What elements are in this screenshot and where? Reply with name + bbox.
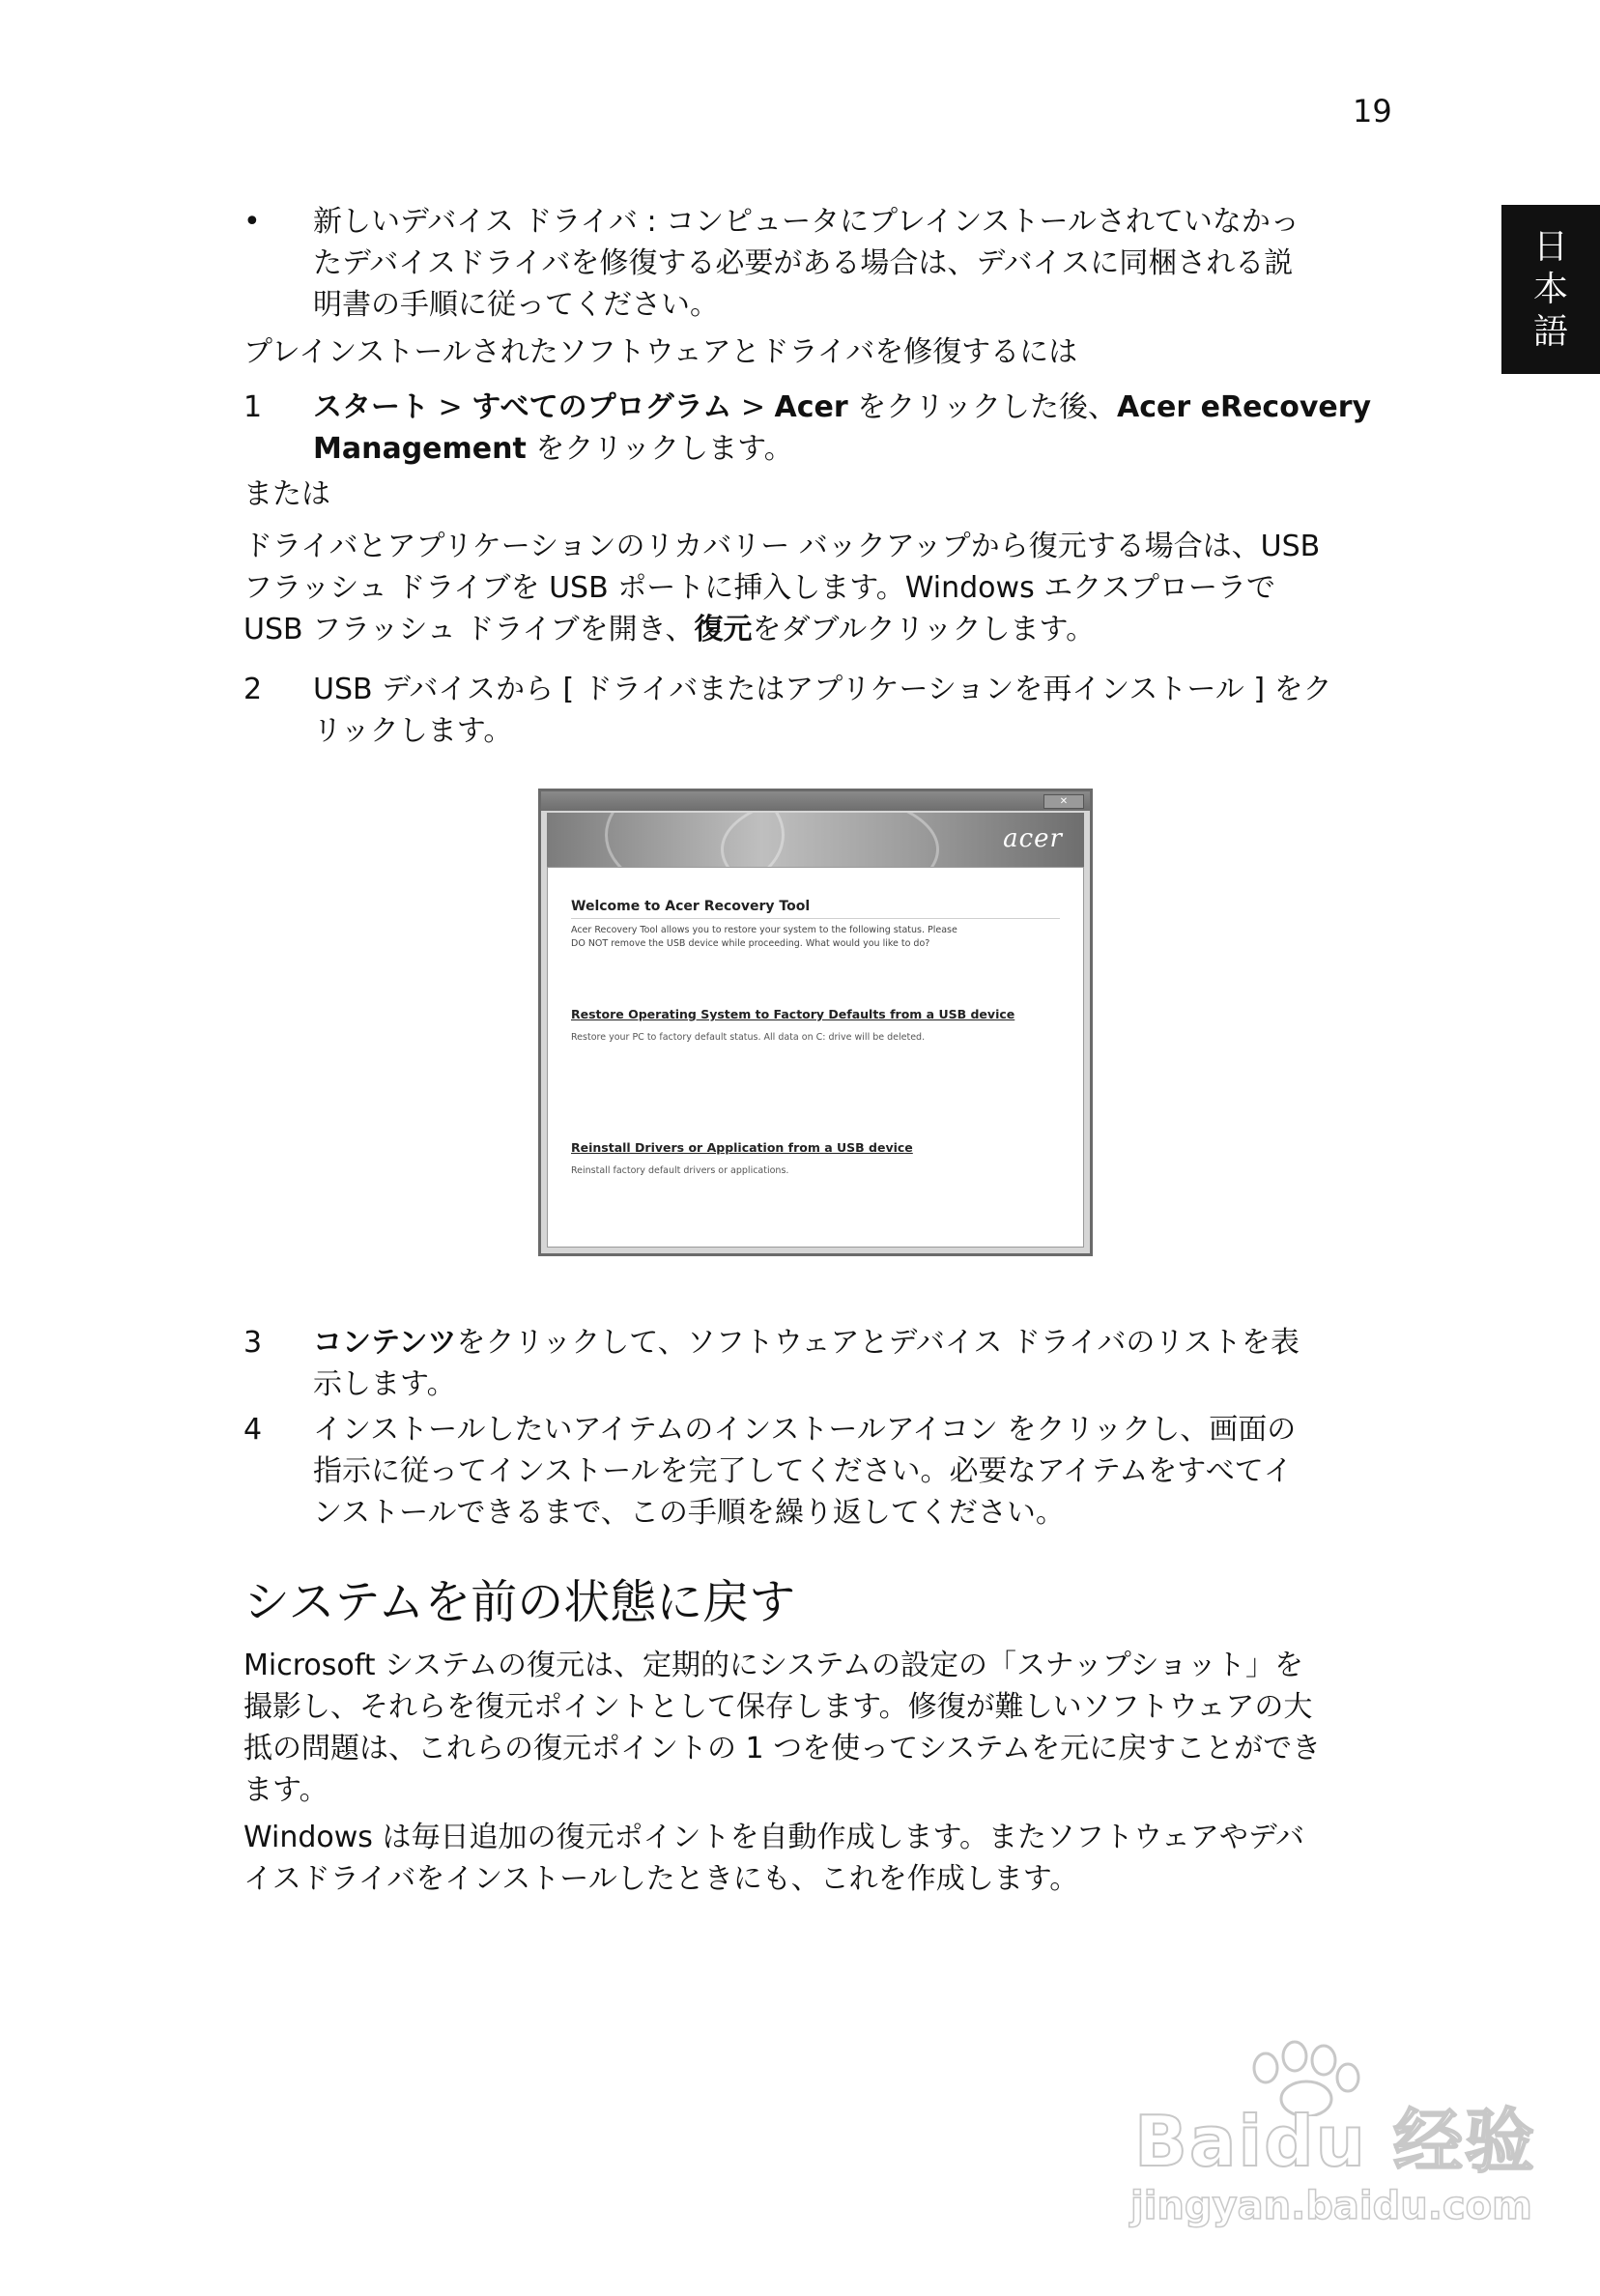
bullet-line: たデバイスドライバを修復する必要がある場合は、デバイスに同梱される説 xyxy=(313,246,1294,280)
paragraph-line: ます。 xyxy=(243,1773,329,1807)
step-number: 2 xyxy=(243,673,263,706)
language-tab-char: 日 xyxy=(1532,226,1568,267)
page-number: 19 xyxy=(1353,93,1392,129)
acer-label: Acer xyxy=(774,390,848,424)
paragraph-system-restore xyxy=(243,1645,1384,1811)
step-1 xyxy=(243,387,1384,470)
paragraph-line: Microsoft システムの復元は、定期的にシステムの設定の「スナップショット」を xyxy=(243,1649,1304,1682)
watermark-url: jingyan.baidu.com xyxy=(1130,2184,1532,2228)
close-button[interactable]: ✕ xyxy=(1043,794,1084,809)
step-4 xyxy=(243,1409,1384,1534)
divider xyxy=(571,918,1060,919)
watermark-brand: Baidu 经验 xyxy=(1134,2101,1537,2182)
paragraph-line: Windows は毎日追加の復元ポイントを自動作成します。またソフトウェアやデバ xyxy=(243,1821,1305,1854)
step-3 xyxy=(243,1322,1384,1405)
window-title: Welcome to Acer Recovery Tool xyxy=(571,899,811,914)
acer-logo: acer xyxy=(1003,824,1063,853)
step-2 xyxy=(243,669,1384,752)
all-programs-label: すべてのプログラム xyxy=(471,390,732,424)
text: をダブルクリックします。 xyxy=(752,613,1096,646)
window-header-banner xyxy=(547,813,1084,867)
intro-line: プレインストールされたソフトウェアとドライバを修復するには xyxy=(243,335,1078,369)
intro-line: Acer Recovery Tool allows you to restore your system to the following status. Please xyxy=(571,925,957,935)
start-menu-label: スタート xyxy=(313,390,429,424)
section-heading: システムを前の状態に戻す xyxy=(243,1575,796,1629)
reinstall-drivers-link[interactable]: Reinstall Drivers or Application from a USB device xyxy=(571,1140,913,1155)
text: USB フラッシュ ドライブを開き、 xyxy=(243,613,695,646)
or-line: または xyxy=(243,477,330,511)
step-text: をクリックして、ソフトウェアとデバイス ドライバのリストを表 xyxy=(456,1326,1300,1360)
paragraph-line: イスドライバをインストールしたときにも、これを作成します。 xyxy=(243,1862,1079,1896)
step-number: 4 xyxy=(243,1413,263,1447)
window-titlebar xyxy=(541,791,1090,811)
step-line: ンストールできるまで、この手順を繰り返してください。 xyxy=(313,1496,1065,1530)
bullet-item xyxy=(243,201,1384,326)
language-tab-char: 本 xyxy=(1532,269,1568,309)
intro-line: DO NOT remove the USB device while proceeding. What would you like to do? xyxy=(571,938,930,949)
paragraph-line: 抵の問題は、これらの復元ポイントの 1 つを使ってシステムを元に戻すことができ xyxy=(243,1732,1322,1765)
bullet-line: 明書の手順に従ってください。 xyxy=(313,288,719,322)
contents-label: コンテンツ xyxy=(313,1326,457,1360)
restore-os-link[interactable]: Restore Operating System to Factory Defaults from a USB device xyxy=(571,1007,1015,1021)
step-line: 指示に従ってインストールを完了してください。必要なアイテムをすべてイ xyxy=(313,1454,1293,1488)
step-1-line-2 xyxy=(313,428,1384,470)
management-label: Management xyxy=(313,432,527,466)
paragraph-line xyxy=(243,609,1384,650)
window-intro xyxy=(571,924,1044,951)
decorative-swirl xyxy=(721,813,939,867)
recovery-tool-screenshot xyxy=(538,789,1093,1256)
language-tab-char: 語 xyxy=(1532,311,1568,352)
paragraph-line: フラッシュ ドライブを USB ポートに挿入します。Windows エクスプローラで xyxy=(243,571,1275,605)
step-1-line-1 xyxy=(313,387,1384,428)
step-line xyxy=(313,1322,1384,1363)
step-text: をクリックした後、 xyxy=(847,390,1118,424)
window-body xyxy=(547,867,1084,1248)
bullet-marker: • xyxy=(243,205,261,239)
step-number: 1 xyxy=(243,390,263,424)
acer-erecovery-label: Acer eRecovery xyxy=(1117,390,1372,424)
step-text: をクリックします。 xyxy=(526,432,793,466)
separator: > xyxy=(429,390,472,424)
paragraph-line: 撮影し、それらを復元ポイントとして保存します。修復が難しいソフトウェアの大 xyxy=(243,1690,1313,1724)
language-tab xyxy=(1501,205,1600,374)
restore-os-description: Restore your PC to factory default status. All data on C: drive will be deleted. xyxy=(571,1032,926,1043)
separator: > xyxy=(731,390,775,424)
step-number: 3 xyxy=(243,1326,263,1360)
step-line: USB デバイスから [ ドライバまたはアプリケーションを再インストール ] をク xyxy=(313,673,1332,706)
baidu-watermark xyxy=(1121,2039,1537,2261)
step-line: インストールしたいアイテムのインストールアイコン をクリックし、画面の xyxy=(313,1413,1297,1447)
paragraph-restore-points xyxy=(243,1817,1384,1900)
bullet-line: 新しいデバイス ドライバ : コンピュータにプレインストールされていなかっ xyxy=(313,205,1300,239)
restore-label: 復元 xyxy=(694,613,753,646)
paragraph-line: ドライバとアプリケーションのリカバリー バックアップから復元する場合は、USB xyxy=(243,530,1321,563)
step-line: 示します。 xyxy=(313,1367,456,1401)
reinstall-drivers-description: Reinstall factory default drivers or applications. xyxy=(571,1165,789,1176)
usb-paragraph xyxy=(243,526,1384,650)
step-line: リックします。 xyxy=(313,714,513,748)
